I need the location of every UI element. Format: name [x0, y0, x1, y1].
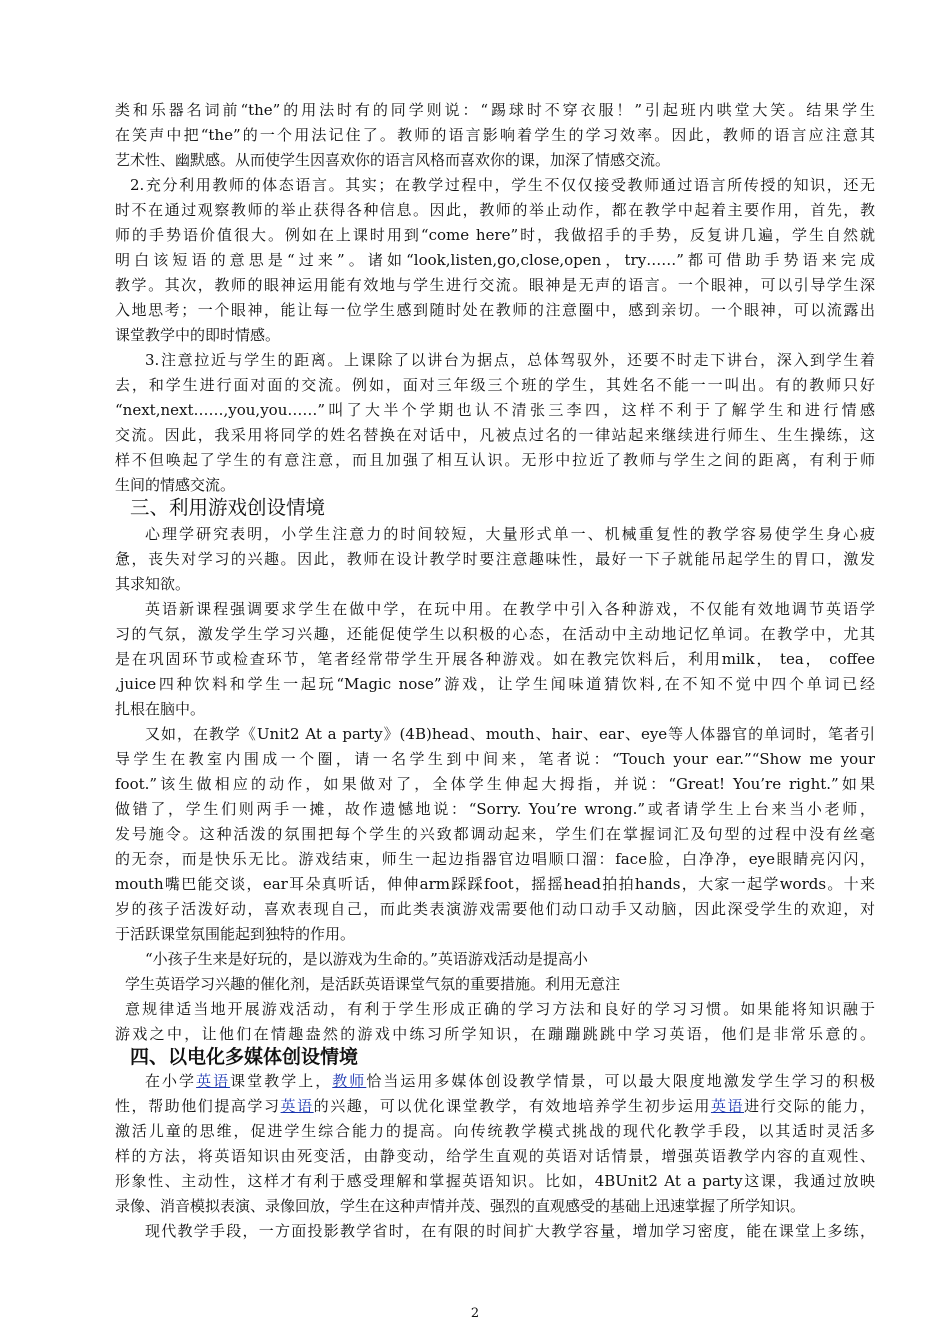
- paragraph-line: 入地思考；一个眼神，能让每一位学生感到随时处在教师的注意圈中，感到亲切。一个眼神，可以流露出: [115, 301, 875, 319]
- paragraph-line: 做错了，学生们则两手一摊，故作遗憾地说：“Sorry. You’re wrong.”或者请学生上台来当小老师，: [115, 800, 875, 818]
- paragraph-line: 其求知欲。: [115, 575, 191, 593]
- paragraph-line: “小孩子生来是好玩的，是以游戏为生命的。”英语游戏活动是提高小: [145, 950, 588, 968]
- paragraph-line: 录像、消音模拟表演、录像回放，学生在这种声情并茂、强烈的直观感受的基础上迅速掌握了所学知识。: [115, 1197, 806, 1215]
- paragraph-line: 扎根在脑中。: [115, 700, 206, 718]
- paragraph-line: 又如，在教学《Unit2 At a party》(4B)head、mouth、hair、ear、eye等人体器官的单词时，笔者引: [145, 725, 875, 743]
- paragraph-line: 学生英语学习兴趣的催化剂，是活跃英语课堂气氛的重要措施。利用无意注: [125, 975, 621, 993]
- paragraph-line: 心理学研究表明，小学生注意力的时间较短，大量形式单一、机械重复性的教学容易使学生身心疲: [145, 525, 875, 543]
- text-run: 性，帮助他们提高学习: [115, 1097, 281, 1115]
- english-link[interactable]: 英语: [196, 1072, 231, 1090]
- paragraph-line: 生间的情感交流。: [115, 476, 236, 494]
- paragraph-line: 3.注意拉近与学生的距离。上课除了以讲台为据点，总体驾驭外，还要不时走下讲台，深入到学生着: [145, 351, 875, 369]
- paragraph-line: [145, 1069, 875, 1094]
- paragraph-line: 教学。其次，教师的眼神运用能有效地与学生进行交流。眼神是无声的语言。一个眼神，可以引导学生深: [115, 276, 875, 294]
- text-run: 课堂教学上，: [230, 1072, 333, 1090]
- paragraph-line: 艺术性、幽默感。从而使学生因喜欢你的语言风格而喜欢你的课，加深了情感交流。: [115, 151, 671, 169]
- paragraph-line: ,juice四种饮料和学生一起玩“Magic nose”游戏，让学生闻味道猜饮料,在不知不觉中四个单词已经: [115, 675, 875, 693]
- text-run: 恰当运用多媒体创设教学情景，可以最大限度地激发学生学习的积极: [366, 1072, 875, 1090]
- paragraph-line: [115, 1094, 875, 1119]
- paragraph-line: 现代教学手段，一方面投影教学省时，在有限的时间扩大教学容量，增加学习密度，能在课堂上多练，: [145, 1222, 875, 1240]
- paragraph-line: 英语新课程强调要求学生在做中学，在玩中用。在教学中引入各种游戏，不仅能有效地调节英语学: [145, 600, 875, 618]
- paragraph-line: mouth嘴巴能交谈，ear耳朵真听话，伸伸arm踩踩foot，摇摇head拍拍hands，大家一起学words。十来: [115, 875, 875, 893]
- paragraph-line: foot.”该生做相应的动作，如果做对了，全体学生伸起大拇指，并说：“Great! You’re right.”如果: [115, 775, 875, 793]
- section-heading: 三、利用游戏创设情境: [130, 496, 326, 519]
- paragraph-line: 惫，丧失对学习的兴趣。因此，教师在设计教学时要注意趣味性，最好一下子就能吊起学生的胃口，激发: [115, 550, 875, 568]
- teacher-link[interactable]: 教师: [332, 1072, 367, 1090]
- paragraph-line: 意规律适当地开展游戏活动，有利于学生形成正确的学习方法和良好的学习习惯。如果能将知识融于: [125, 1000, 875, 1018]
- paragraph-line: 岁的孩子活泼好动，喜欢表现自己，而此类表演游戏需要他们动口动手又动脑，因此深受学生的欢迎，对: [115, 900, 875, 918]
- page-number: 2: [470, 1306, 480, 1321]
- english-link[interactable]: 英语: [710, 1097, 745, 1115]
- paragraph-line: 的无奈，而是快乐无比。游戏结束，师生一起边指器官边唱顺口溜：face脸，白净净，eye眼睛亮闪闪，: [115, 850, 875, 868]
- paragraph-line: 激活儿童的思维，促进学生综合能力的提高。向传统教学模式挑战的现代化教学手段，以其适时灵活多: [115, 1122, 875, 1140]
- paragraph-line: 交流。因此，我采用将同学的姓名替换在对话中，凡被点过名的一律站起来继续进行师生、生生操练，这: [115, 426, 875, 444]
- paragraph-line: 样的方法，将英语知识由死变活，由静变动，给学生直观的英语对话情景，增强英语教学内容的直观性、: [115, 1147, 875, 1165]
- paragraph-line: “next,next……,you,you……”叫了大半个学期也认不清张三李四，这样不利于了解学生和进行情感: [115, 401, 875, 419]
- paragraph-line: 明白该短语的意思是“过来”。诸如“look,listen,go,close,open，try……”都可借助手势语来完成: [115, 251, 875, 269]
- paragraph-line: 游戏之中，让他们在情趣盎然的游戏中练习所学知识，在蹦蹦跳跳中学习英语，他们是非常乐意的。: [115, 1025, 875, 1043]
- text-run: 进行交际的能力，: [744, 1097, 875, 1115]
- paragraph-line: 导学生在教室内围成一个圈，请一名学生到中间来，笔者说：“Touch your ear.”“Show me your: [115, 750, 875, 768]
- paragraph-line: 是在巩固环节或检查环节，笔者经常带学生开展各种游戏。如在教完饮料后，利用milk， tea， coffee: [115, 650, 875, 668]
- english-link[interactable]: 英语: [280, 1097, 314, 1115]
- paragraph-line: 师的手势语价值很大。例如在上课时用到“come here”时，我做招手的手势，反复讲几遍，学生自然就: [115, 226, 875, 244]
- paragraph-line: 于活跃课堂氛围能起到独特的作用。: [115, 925, 356, 943]
- paragraph-line: 发号施令。这种活泼的氛围把每个学生的兴致都调动起来，学生们在掌握词汇及句型的过程中没有丝毫: [115, 825, 875, 843]
- paragraph-line: 样不但唤起了学生的有意注意，而且加强了相互认识。无形中拉近了教师与学生之间的距离，有利于师: [115, 451, 875, 469]
- text-run: 在小学: [145, 1072, 197, 1090]
- paragraph-line: 去，和学生进行面对面的交流。例如，面对三年级三个班的学生，其姓名不能一一叫出。有的教师只好: [115, 376, 875, 394]
- paragraph-line: 时不在通过观察教师的举止获得各种信息。因此，教师的举止动作，都在教学中起着主要作用，首先，教: [115, 201, 875, 219]
- paragraph-line: 习的气氛，激发学生学习兴趣，还能促使学生以积极的心态，在活动中主动地记忆单词。在教学中，尤其: [115, 625, 875, 643]
- section-heading: 四、以电化多媒体创设情境: [130, 1046, 359, 1068]
- paragraph-line: 形象性、主动性，这样才有利于感受理解和掌握英语知识。比如，4BUnit2 At a party这课，我通过放映: [115, 1172, 875, 1190]
- paragraph-line: 2.充分利用教师的体态语言。其实；在教学过程中，学生不仅仅接受教师通过语言所传授的知识，还无: [130, 176, 875, 194]
- paragraph-line: 类和乐器名词前“the”的用法时有的同学则说：“踢球时不穿衣服！”引起班内哄堂大笑。结果学生: [115, 101, 875, 119]
- text-run: 的兴趣，可以优化课堂教学，有效地培养学生初步运用: [313, 1097, 711, 1115]
- paragraph-line: 在笑声中把“the”的一个用法记住了。教师的语言影响着学生的学习效率。因此，教师的语言应注意其: [115, 126, 875, 144]
- paragraph-line: 课堂教学中的即时情感。: [115, 326, 281, 344]
